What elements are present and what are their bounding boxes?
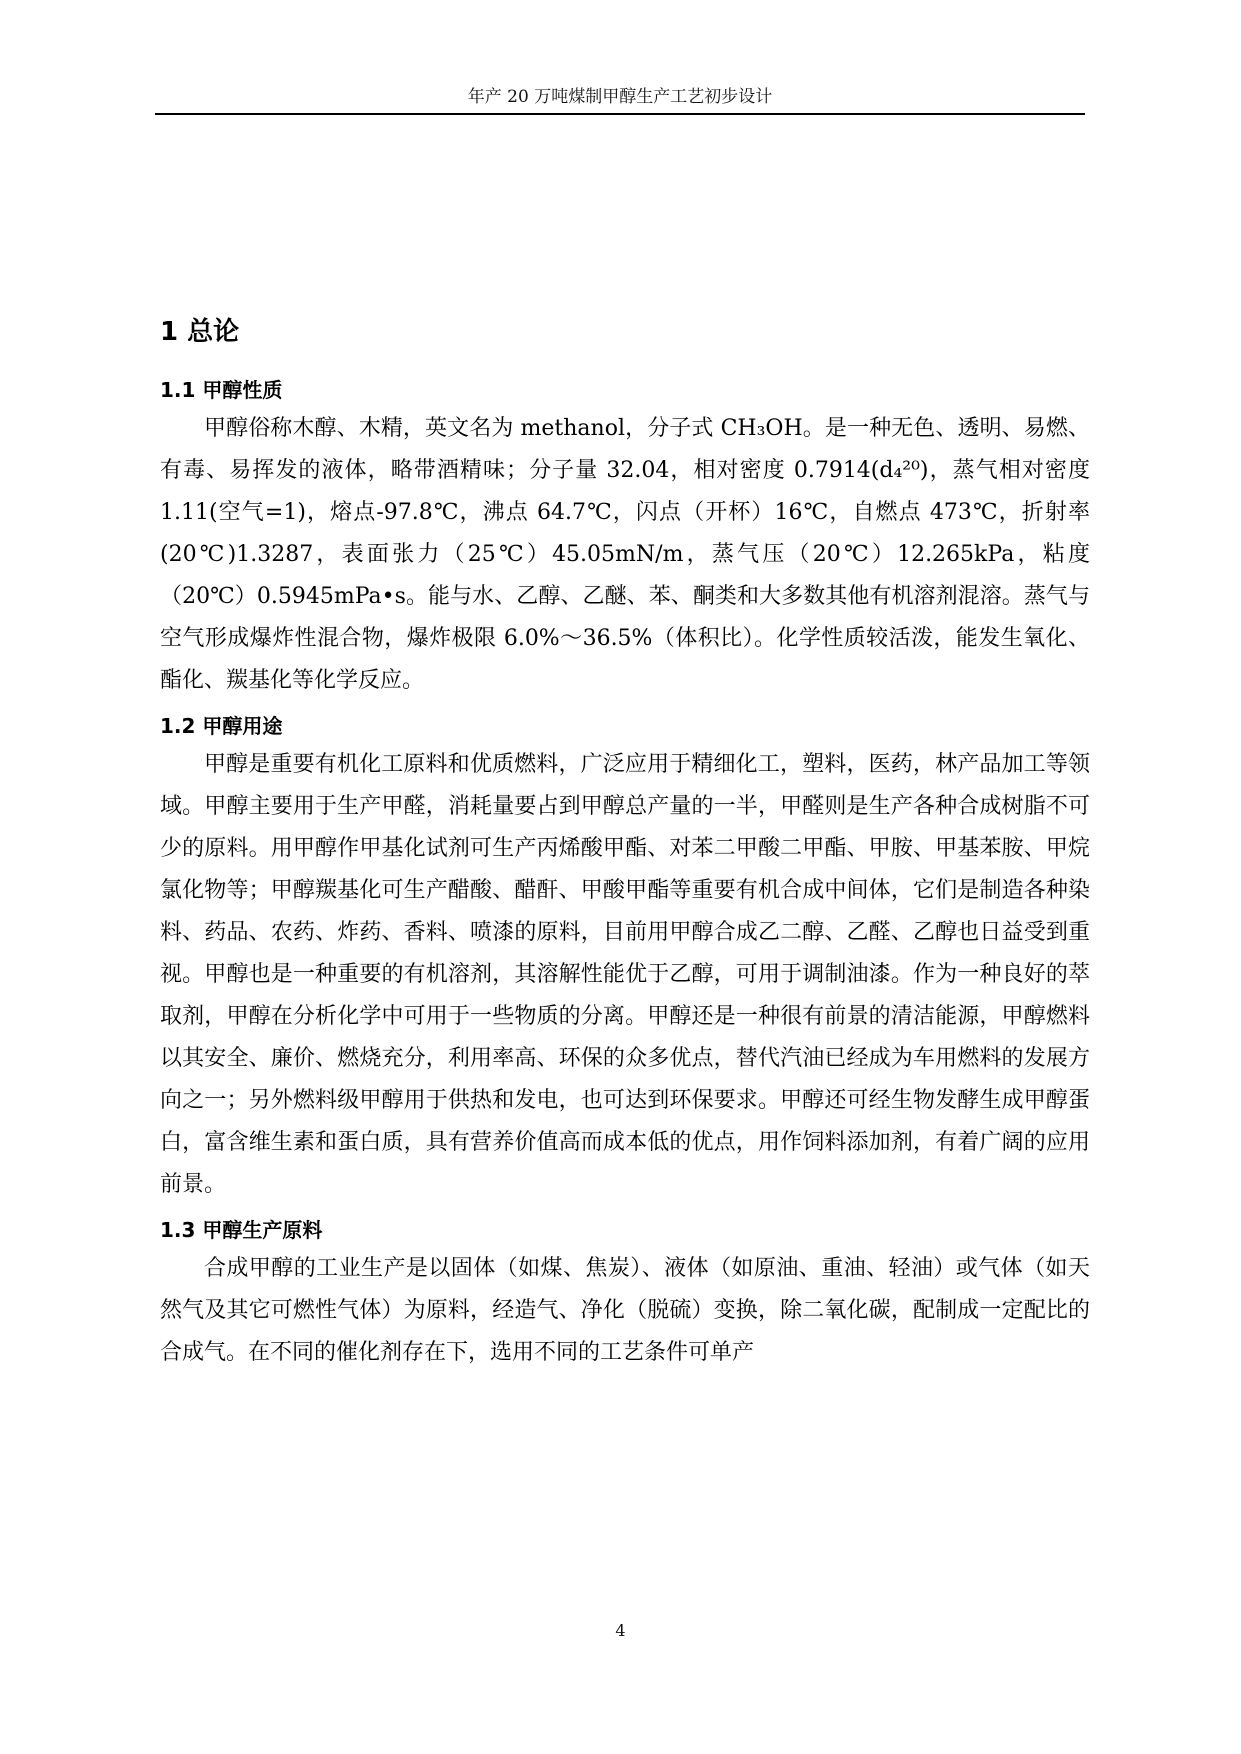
chapter-title: 1 总论 <box>160 317 240 347</box>
section-methanol-uses <box>160 708 1090 1206</box>
document-body <box>160 314 1090 1380</box>
running-header: 年产 20 万吨煤制甲醇生产工艺初步设计 <box>467 87 773 107</box>
section-methanol-properties <box>160 372 1090 702</box>
section-heading: 1.2 甲醇用途 <box>160 714 283 738</box>
section-paragraph: 甲醇俗称木醇、木精，英文名为 methanol，分子式 CH₃OH。是一种无色、透明、易燃、有毒、易挥发的液体，略带酒精味；分子量 32.04，相对密度 0.7914(d₄²⁰)，蒸气相对密度 1.11(空气=1)，熔点-97.8℃，沸点 64.7℃，闪点（开杯）16℃，自燃点 473℃，折射率(20℃)1.3287，表面张力（25℃）45.05mN/m，蒸气压（20℃）12.265kPa，粘度（20℃）0.5945mPa•s。能与水、乙醇、乙醚、苯、酮类和大多数其他有机溶剂混溶。蒸气与空气形成爆炸性混合物，爆炸极限 6.0%～36.5%（体积比）。化学性质较活泼，能发生氧化、酯化、羰基化等化学反应。 <box>160 416 1090 693</box>
section-heading: 1.3 甲醇生产原料 <box>160 1218 323 1242</box>
header-divider <box>155 113 1085 115</box>
section-paragraph: 合成甲醇的工业生产是以固体（如煤、焦炭）、液体（如原油、重油、轻油）或气体（如天然气及其它可燃性气体）为原料，经造气、净化（脱硫）变换，除二氧化碳，配制成一定配比的合成气。在不同的催化剂存在下，选用不同的工艺条件可单产 <box>160 1256 1090 1365</box>
page-number: 4 <box>615 1621 626 1640</box>
section-methanol-raw-materials <box>160 1212 1090 1374</box>
section-heading: 1.1 甲醇性质 <box>160 378 283 402</box>
section-paragraph: 甲醇是重要有机化工原料和优质燃料，广泛应用于精细化工，塑料，医药，林产品加工等领域。甲醇主要用于生产甲醛，消耗量要占到甲醇总产量的一半，甲醛则是生产各种合成树脂不可少的原料。用甲醇作甲基化试剂可生产丙烯酸甲酯、对苯二甲酸二甲酯、甲胺、甲基苯胺、甲烷氯化物等；甲醇羰基化可生产醋酸、醋酐、甲酸甲酯等重要有机合成中间体，它们是制造各种染料、药品、农药、炸药、香料、喷漆的原料，目前用甲醇合成乙二醇、乙醛、乙醇也日益受到重视。甲醇也是一种重要的有机溶剂，其溶解性能优于乙醇，可用于调制油漆。作为一种良好的萃取剂，甲醇在分析化学中可用于一些物质的分离。甲醇还是一种很有前景的清洁能源，甲醇燃料以其安全、廉价、燃烧充分，利用率高、环保的众多优点，替代汽油已经成为车用燃料的发展方向之一；另外燃料级甲醇用于供热和发电，也可达到环保要求。甲醇还可经生物发酵生成甲醇蛋白，富含维生素和蛋白质，具有营养价值高而成本低的优点，用作饲料添加剂，有着广阔的应用前景。 <box>160 752 1090 1197</box>
